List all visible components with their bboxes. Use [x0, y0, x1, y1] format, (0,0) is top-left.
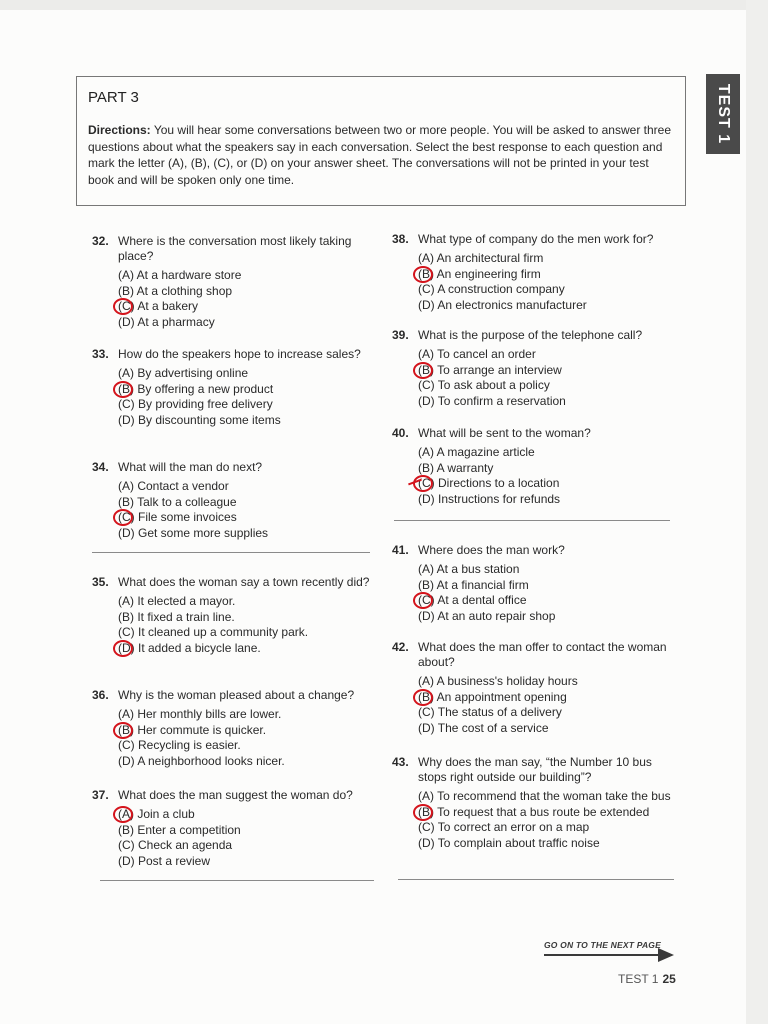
question-41 — [392, 543, 672, 624]
answer-option-text: (A) Join a club — [118, 807, 195, 821]
answer-option-text: (B) Talk to a colleague — [118, 494, 237, 509]
answer-option[interactable] — [418, 267, 672, 283]
directions-text: You will hear some conversations between two or more people. You will be asked to answer three questions about what the speakers say in each conversation. Select the best response to each question and mark the letter (A), (B), (C), or (D) on your answer sheet. The conversations will not be printed in your test book and will be spoken only one time. — [88, 123, 672, 187]
answer-option-text: (C) At a dental office — [418, 593, 527, 607]
answer-circle-mark — [413, 266, 433, 283]
answer-option[interactable] — [118, 526, 372, 542]
answer-option[interactable] — [118, 495, 372, 511]
answer-option[interactable] — [418, 461, 672, 477]
question-text: What will be sent to the woman? — [418, 426, 591, 440]
question-number: 37. — [92, 788, 109, 802]
answer-option-text: (A) To cancel an order — [418, 347, 536, 361]
answer-option-text: (B) A warranty — [418, 460, 494, 475]
answer-option[interactable] — [418, 789, 672, 805]
section-divider — [92, 552, 370, 553]
answer-option[interactable] — [118, 738, 372, 754]
question-stem — [392, 232, 672, 247]
answer-option[interactable] — [118, 510, 372, 526]
answer-option[interactable] — [118, 807, 372, 823]
arrow-right-icon — [658, 948, 674, 962]
answer-option[interactable] — [418, 394, 672, 410]
answer-option-text: (C) A construction company — [418, 282, 565, 296]
question-42 — [392, 640, 672, 736]
answer-option-text: (D) Post a review — [118, 853, 211, 868]
answer-option-text: (A) A magazine article — [418, 445, 535, 459]
next-page-arrow-line — [544, 954, 662, 956]
answer-option-text: (A) Contact a vendor — [118, 479, 229, 493]
answer-circle-mark — [413, 804, 433, 821]
question-number: 35. — [92, 575, 109, 589]
answer-circle-mark — [413, 689, 433, 706]
answer-option-text: (D) Get some more supplies — [118, 525, 269, 540]
question-stem — [392, 426, 672, 441]
answer-option-text: (B) At a clothing shop — [118, 283, 233, 298]
answer-option-text: (C) Directions to a location — [418, 476, 560, 490]
answer-option-text: (B) Enter a competition — [118, 822, 241, 837]
answer-option[interactable] — [418, 674, 672, 690]
question-stem — [392, 543, 672, 558]
question-text: What does the man suggest the woman do? — [118, 788, 353, 802]
answer-option[interactable] — [418, 690, 672, 706]
answer-option[interactable] — [118, 707, 372, 723]
answer-circle-mark — [113, 806, 133, 823]
answer-option-text: (A) At a bus station — [418, 562, 520, 576]
question-stem — [92, 460, 372, 475]
answer-options — [418, 674, 672, 736]
answer-option[interactable] — [418, 363, 672, 379]
answer-options — [418, 562, 672, 624]
question-stem — [392, 328, 672, 343]
part-title: PART 3 — [88, 89, 139, 106]
question-35 — [92, 575, 372, 656]
answer-option[interactable] — [418, 609, 672, 625]
question-number: 33. — [92, 347, 109, 361]
answer-option[interactable] — [418, 282, 672, 298]
answer-option[interactable] — [118, 625, 372, 641]
answer-option-text: (A) An architectural firm — [418, 251, 544, 265]
question-36 — [92, 688, 372, 769]
answer-option-text: (D) By discounting some items — [118, 412, 281, 427]
question-39 — [392, 328, 672, 409]
question-text: Why is the woman pleased about a change? — [118, 688, 355, 702]
question-34 — [92, 460, 372, 541]
answer-option[interactable] — [118, 641, 372, 657]
answer-option-text: (B) An appointment opening — [418, 689, 567, 704]
question-text: How do the speakers hope to increase sales? — [118, 347, 361, 361]
answer-option[interactable] — [418, 562, 672, 578]
answer-option-text: (D) It added a bicycle lane. — [118, 640, 261, 655]
answer-option-text: (D) An electronics manufacturer — [418, 297, 587, 312]
answer-option[interactable] — [118, 479, 372, 495]
section-divider — [398, 879, 674, 880]
answer-circle-mark — [113, 298, 133, 315]
page-footer — [618, 972, 676, 986]
answer-option-text: (D) At an auto repair shop — [418, 608, 556, 623]
question-number: 34. — [92, 460, 109, 474]
answer-option[interactable] — [418, 347, 672, 363]
answer-option[interactable] — [118, 268, 372, 284]
question-stem — [92, 234, 372, 264]
answer-circle-mark — [113, 509, 133, 526]
answer-options — [418, 251, 672, 313]
question-text: Where is the conversation most likely taking place? — [118, 234, 352, 263]
answer-option-text: (A) By advertising online — [118, 366, 249, 380]
answer-options — [118, 707, 372, 769]
answer-options — [118, 807, 372, 869]
question-text: Why does the man say, “the Number 10 bus stops right outside our building”? — [418, 755, 652, 784]
answer-option[interactable] — [418, 721, 672, 737]
question-stem — [92, 347, 372, 362]
answer-option[interactable] — [418, 378, 672, 394]
question-text: What is the purpose of the telephone call? — [418, 328, 643, 342]
answer-option-text: (A) It elected a mayor. — [118, 594, 236, 608]
directions-box — [76, 76, 686, 206]
answer-option[interactable] — [118, 823, 372, 839]
directions — [88, 122, 674, 188]
answer-option-text: (B) It fixed a train line. — [118, 609, 235, 624]
question-32 — [92, 234, 372, 330]
answer-circle-mark — [113, 722, 133, 739]
footer-test-label: TEST 1 — [618, 972, 659, 986]
question-number: 42. — [392, 640, 409, 654]
answer-option[interactable] — [418, 836, 672, 852]
question-stem — [92, 788, 372, 803]
answer-option[interactable] — [118, 382, 372, 398]
answer-options — [118, 479, 372, 541]
answer-option-text: (C) At a bakery — [118, 299, 199, 313]
answer-circle-mark — [413, 475, 433, 492]
answer-circle-mark — [113, 381, 133, 398]
answer-options — [418, 445, 672, 507]
answer-option-text: (C) File some invoices — [118, 510, 237, 524]
question-stem — [92, 688, 372, 703]
answer-option-text: (D) The cost of a service — [418, 720, 549, 735]
answer-option-text: (B) To request that a bus route be extended — [418, 804, 650, 819]
answer-option-text: (C) To correct an error on a map — [418, 820, 590, 834]
question-text: What type of company do the men work for? — [418, 232, 654, 246]
answer-option-text: (B) To arrange an interview — [418, 362, 562, 377]
answer-option-text: (C) To ask about a policy — [418, 378, 550, 392]
answer-option-text: (B) At a financial firm — [418, 577, 529, 592]
question-number: 40. — [392, 426, 409, 440]
answer-option-text: (D) A neighborhood looks nicer. — [118, 753, 285, 768]
answer-option[interactable] — [418, 578, 672, 594]
answer-circle-mark — [413, 592, 433, 609]
directions-label: Directions: — [88, 123, 151, 137]
answer-option-text: (D) To complain about traffic noise — [418, 835, 600, 850]
answer-option[interactable] — [418, 492, 672, 508]
answer-option[interactable] — [118, 397, 372, 413]
scan-edge-top — [0, 0, 768, 10]
answer-option[interactable] — [118, 315, 372, 331]
answer-option[interactable] — [418, 445, 672, 461]
answer-option[interactable] — [118, 413, 372, 429]
next-page-label: GO ON TO THE NEXT PAGE — [544, 940, 661, 950]
answer-option-text: (D) At a pharmacy — [118, 314, 215, 329]
question-number: 38. — [392, 232, 409, 246]
answer-option-text: (B) Her commute is quicker. — [118, 722, 267, 737]
question-38 — [392, 232, 672, 313]
question-number: 32. — [92, 234, 109, 248]
answer-options — [418, 347, 672, 409]
answer-option[interactable] — [118, 610, 372, 626]
question-33 — [92, 347, 372, 428]
answer-options — [118, 268, 372, 330]
answer-option-text: (D) Instructions for refunds — [418, 491, 561, 506]
answer-option-text: (A) To recommend that the woman take the bus — [418, 789, 671, 803]
question-text: What does the woman say a town recently did? — [118, 575, 370, 589]
test-tab — [706, 74, 740, 154]
question-number: 36. — [92, 688, 109, 702]
question-number: 41. — [392, 543, 409, 557]
answer-option-text: (A) Her monthly bills are lower. — [118, 707, 282, 721]
answer-options — [418, 789, 672, 851]
answer-option[interactable] — [118, 366, 372, 382]
answer-option-text: (C) Check an agenda — [118, 838, 233, 852]
question-40 — [392, 426, 672, 507]
question-43 — [392, 755, 672, 851]
page-number: 25 — [662, 972, 676, 986]
answer-option[interactable] — [418, 298, 672, 314]
question-stem — [392, 640, 672, 670]
answer-option-text: (C) Recycling is easier. — [118, 738, 241, 752]
answer-option[interactable] — [418, 705, 672, 721]
question-stem — [392, 755, 672, 785]
question-text: What will the man do next? — [118, 460, 263, 474]
answer-option-text: (B) By offering a new product — [118, 381, 274, 396]
answer-options — [118, 594, 372, 656]
question-37 — [92, 788, 372, 869]
answer-option[interactable] — [118, 299, 372, 315]
answer-option-text: (C) The status of a delivery — [418, 705, 562, 719]
answer-option[interactable] — [418, 251, 672, 267]
answer-circle-mark — [113, 640, 133, 657]
answer-option-text: (D) To confirm a reservation — [418, 393, 566, 408]
answer-option[interactable] — [118, 594, 372, 610]
answer-option-text: (A) At a hardware store — [118, 268, 242, 282]
answer-circle-mark — [413, 362, 433, 379]
answer-option-text: (A) A business's holiday hours — [418, 674, 578, 688]
answer-option[interactable] — [118, 854, 372, 870]
answer-option[interactable] — [418, 593, 672, 609]
answer-option[interactable] — [118, 754, 372, 770]
question-text: What does the man offer to contact the woman about? — [418, 640, 667, 669]
scan-edge-right — [746, 0, 768, 1024]
answer-option-text: (B) An engineering firm — [418, 266, 541, 281]
question-number: 43. — [392, 755, 409, 769]
question-text: Where does the man work? — [418, 543, 565, 557]
answer-option[interactable] — [418, 476, 672, 492]
answer-option[interactable] — [118, 284, 372, 300]
answer-option-text: (C) It cleaned up a community park. — [118, 625, 309, 639]
answer-option[interactable] — [418, 805, 672, 821]
answer-option-text: (C) By providing free delivery — [118, 397, 273, 411]
answer-option[interactable] — [118, 723, 372, 739]
question-number: 39. — [392, 328, 409, 342]
answer-options — [118, 366, 372, 428]
section-divider — [394, 520, 670, 521]
test-tab-label: TEST 1 — [715, 83, 733, 145]
question-stem — [92, 575, 372, 590]
answer-option[interactable] — [118, 838, 372, 854]
section-divider — [100, 880, 374, 881]
answer-option[interactable] — [418, 820, 672, 836]
